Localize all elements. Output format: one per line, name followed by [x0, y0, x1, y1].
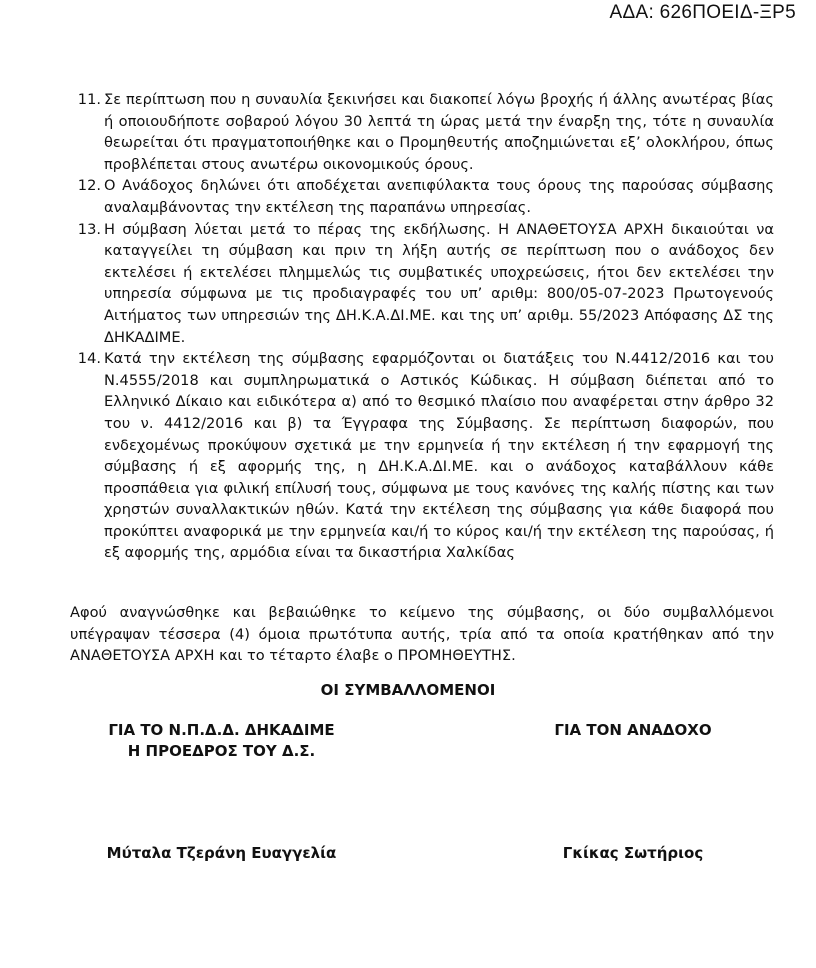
- right-signatory-name: Γκίκας Σωτήριος: [562, 844, 704, 862]
- clause-11: [70, 89, 774, 175]
- clause-text: Η σύμβαση λύεται μετά το πέρας της εκδήλωσης. Η ΑΝΑΘΕΤΟΥΣΑ ΑΡΧΗ δικαιούται να καταγγείλει τη σύμβαση και πριν τη λήξη αυτής σε περίπτωση που ο ανάδοχος δεν εκτελέσει ή εκτελέσει πλημμελώς τις συμβατικές υποχρεώσεις, ήτοι δεν εκτελέσει την υπηρεσία σύμφωνα με τις προδιαγραφές του υπ’ αριθμ: 800/05-07-2023 Πρωτογενούς Αιτήματος των υπηρεσιών της ΔΗ.Κ.Α.ΔΙ.ΜΕ. και της υπ’ αριθμ. 55/2023 Απόφασης ΔΣ της ΔΗΚΑΔΙΜΕ.: [104, 220, 774, 346]
- signatories-heading: ΟΙ ΣΥΜΒΑΛΛΟΜΕΝΟΙ: [320, 681, 496, 699]
- clause-list: [70, 89, 774, 564]
- clause-12: [70, 175, 774, 218]
- clause-number: 12.: [77, 177, 101, 195]
- left-signatory-title-1: ΓΙΑ ΤΟ Ν.Π.Δ.Δ. ΔΗΚΑΔΙΜΕ: [108, 721, 335, 739]
- clause-text: Σε περίπτωση που η συναυλία ξεκινήσει και διακοπεί λόγω βροχής ή άλλης ανωτέρας βίας ή οποιουδήποτε σοβαρού λόγου 30 λεπτά τη ώρας μετά την έναρξη της, τότε η συναυλία θεωρείται ότι πραγματοποιήθηκε και ο Προμηθευτής αποζημιώνεται εξ’ ολοκλήρου, όπως προβλέπεται στους ανωτέρω οικονομικούς όρους.: [104, 91, 774, 173]
- clause-13: [70, 219, 774, 349]
- right-signatory-title: ΓΙΑ ΤΟΝ ΑΝΑΔΟΧΟ: [554, 721, 712, 739]
- left-signatory-name: Μύταλα Τζεράνη Ευαγγελία: [106, 844, 337, 862]
- left-signatory-titles: [84, 720, 359, 762]
- ada-code: ΑΔΑ: 626ΠΟΕΙΔ-ΞΡ5: [609, 2, 796, 23]
- clause-number: 13.: [77, 220, 101, 238]
- clause-text: Κατά την εκτέλεση της σύμβασης εφαρμόζονται οι διατάξεις του Ν.4412/2016 και του Ν.4555/2018 και συμπληρωματικά ο Αστικός Κώδικας. Η σύμβαση διέπεται από το Ελληνικό Δίκαιο και ειδικότερα α) από το θεσμικό πλαίσιο που αναφέρεται στην άρθρο 32 του ν. 4412/2016 και β) τα Έγγραφα της Σύμβασης. Σε περίπτωση διαφορών, που ενδεχομένως προκύψουν σχετικά με την ερμηνεία ή την εκτέλεση ή την εφαρμογή της σύμβασης ή εξ αφορμής της, η ΔΗ.Κ.Α.ΔΙ.ΜΕ. και ο ανάδοχος καταβάλλουν κάθε προσπάθεια για φιλική επίλυσή τους, σύμφωνα με τους κανόνες της καλής πίστης και των χρηστών συναλλακτικών ηθών. Κατά την εκτέλεση της σύμβασης για κάθε διαφορά που προκύπτει αναφορικά με την ερμηνεία και/ή το κύρος και/ή την εκτέλεση της παρούσας, ή εξ αφορμής της, αρμόδια είναι τα δικαστήρια Χαλκίδας: [104, 350, 774, 562]
- clause-number: 14.: [77, 350, 101, 368]
- closing-paragraph: Αφού αναγνώσθηκε και βεβαιώθηκε το κείμενο της σύμβασης, οι δύο συμβαλλόμενοι υπέγραψαν τέσσερα (4) όμοια πρωτότυπα αυτής, τρία από τα οποία κρατήθηκαν από την ΑΝΑΘΕΤΟΥΣΑ ΑΡΧΗ και το τέταρτο έλαβε ο ΠΡΟΜΗΘΕΥΤΗΣ.: [70, 604, 774, 665]
- clause-text: Ο Ανάδοχος δηλώνει ότι αποδέχεται ανεπιφύλακτα τους όρους της παρούσας σύμβασης αναλαμβάνοντας την εκτέλεση της παραπάνω υπηρεσίας.: [104, 177, 774, 216]
- clause-number: 11.: [77, 91, 101, 108]
- clause-14: [70, 348, 774, 564]
- left-signatory-title-2: Η ΠΡΟΕΔΡΟΣ ΤΟΥ Δ.Σ.: [127, 742, 316, 760]
